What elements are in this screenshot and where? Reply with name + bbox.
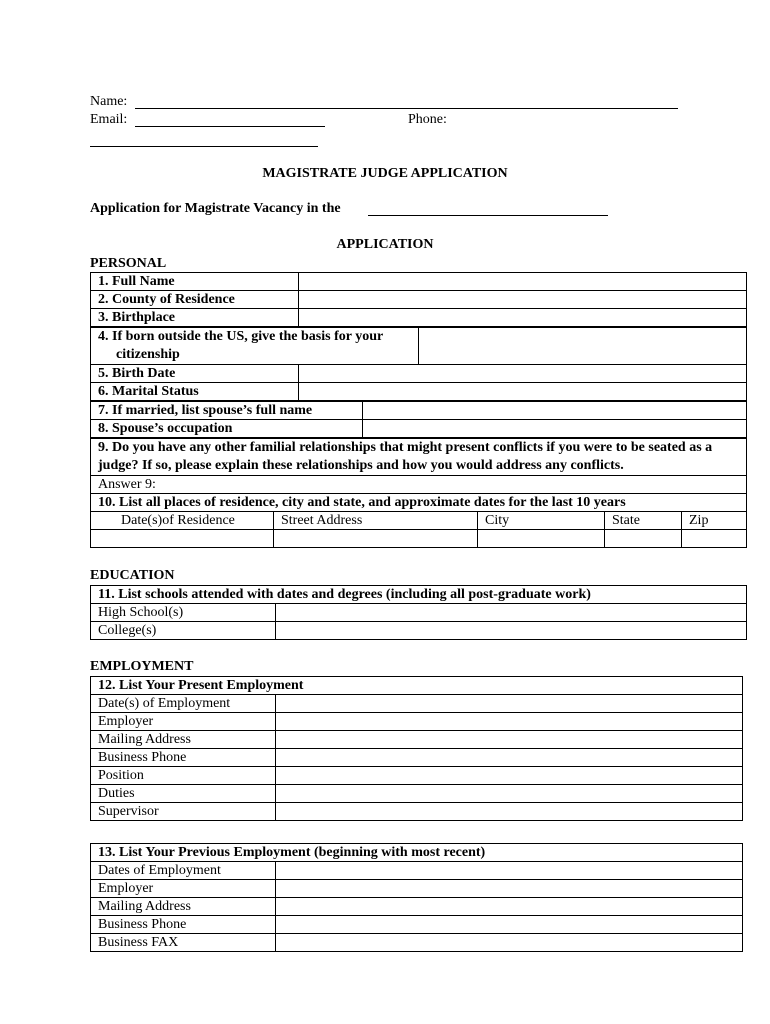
previous-fax-input[interactable] (276, 934, 743, 952)
column-header-city: City (478, 512, 605, 530)
table-row (91, 309, 747, 327)
spouse-occupation-input[interactable] (363, 420, 747, 438)
vacancy-input-line[interactable] (368, 215, 608, 216)
application-subtitle: APPLICATION (336, 237, 434, 252)
personal-table-mid (90, 364, 747, 401)
education-table (90, 585, 747, 640)
field-label-birthplace: 3. Birthplace (91, 309, 299, 327)
table-row (91, 695, 743, 713)
marital-status-input[interactable] (299, 383, 747, 401)
citizenship-label-line2: citizenship (116, 347, 180, 362)
table-row (91, 402, 747, 420)
column-header-dates: Date(s)of Residence (91, 512, 274, 530)
present-address-input[interactable] (276, 731, 743, 749)
personal-table-top (90, 272, 747, 327)
table-row (91, 328, 747, 365)
table-row (91, 749, 743, 767)
section-education-heading: EDUCATION (90, 568, 175, 583)
full-name-input[interactable] (299, 273, 747, 291)
phone-label: Phone: (408, 112, 447, 127)
present-position-input[interactable] (276, 767, 743, 785)
previous-dates-input[interactable] (276, 862, 743, 880)
page-title: MAGISTRATE JUDGE APPLICATION (262, 166, 508, 181)
previous-phone-input[interactable] (276, 916, 743, 934)
table-row (91, 604, 747, 622)
birth-date-input[interactable] (299, 365, 747, 383)
present-dates-input[interactable] (276, 695, 743, 713)
citizenship-label-line1: 4. If born outside the US, give the basis for your (98, 329, 384, 344)
field-label-marital-status: 6. Marital Status (91, 383, 299, 401)
previous-employer-input[interactable] (276, 880, 743, 898)
residence-city-input[interactable] (478, 530, 605, 548)
field-label-present-employer: Employer (91, 713, 276, 731)
field-label-present-address: Mailing Address (91, 731, 276, 749)
table-row (91, 622, 747, 640)
field-label-present-dates: Date(s) of Employment (91, 695, 276, 713)
table-row (91, 880, 743, 898)
question-schools: 11. List schools attended with dates and degrees (including all post-graduate work) (91, 586, 747, 604)
email-input-line[interactable] (135, 126, 325, 127)
residence-zip-input[interactable] (682, 530, 747, 548)
table-row (91, 803, 743, 821)
table-row (91, 439, 747, 476)
field-label-high-school: High School(s) (91, 604, 276, 622)
field-label-county: 2. County of Residence (91, 291, 299, 309)
table-row (91, 383, 747, 401)
residence-street-input[interactable] (274, 530, 478, 548)
table-row (91, 713, 743, 731)
question-present-employment: 12. List Your Present Employment (91, 677, 743, 695)
column-header-state: State (605, 512, 682, 530)
present-duties-input[interactable] (276, 785, 743, 803)
column-header-street: Street Address (274, 512, 478, 530)
field-label-present-supervisor: Supervisor (91, 803, 276, 821)
question-previous-employment: 13. List Your Previous Employment (beginning with most recent) (91, 844, 743, 862)
field-label-previous-phone: Business Phone (91, 916, 276, 934)
table-row (91, 291, 747, 309)
field-label-present-position: Position (91, 767, 276, 785)
previous-employment-table (90, 843, 743, 952)
present-phone-input[interactable] (276, 749, 743, 767)
birthplace-input[interactable] (299, 309, 747, 327)
field-label-citizenship (91, 328, 419, 365)
field-label-college: College(s) (91, 622, 276, 640)
table-row (91, 273, 747, 291)
column-header-zip: Zip (682, 512, 747, 530)
table-row (91, 898, 743, 916)
table-header-row (91, 512, 747, 530)
personal-table-citizenship (90, 327, 747, 365)
table-row (91, 420, 747, 438)
field-label-present-duties: Duties (91, 785, 276, 803)
field-label-previous-employer: Employer (91, 880, 276, 898)
personal-table-spouse (90, 401, 747, 438)
spouse-name-input[interactable] (363, 402, 747, 420)
table-row (91, 934, 743, 952)
table-row (91, 494, 747, 512)
field-label-spouse-name: 7. If married, list spouse’s full name (91, 402, 363, 420)
name-input-line[interactable] (135, 108, 678, 109)
present-employer-input[interactable] (276, 713, 743, 731)
citizenship-input[interactable] (419, 328, 747, 365)
field-label-full-name: 1. Full Name (91, 273, 299, 291)
personal-table-q9 (90, 438, 747, 512)
table-row (91, 862, 743, 880)
table-row (91, 844, 743, 862)
table-row (91, 586, 747, 604)
email-label: Email: (90, 112, 128, 127)
answer-9-field[interactable]: Answer 9: (91, 476, 747, 494)
college-input[interactable] (276, 622, 747, 640)
question-residences: 10. List all places of residence, city and state, and approximate dates for the last 10 years (91, 494, 747, 512)
field-label-birth-date: 5. Birth Date (91, 365, 299, 383)
previous-address-input[interactable] (276, 898, 743, 916)
phone-input-line[interactable] (90, 146, 318, 147)
present-employment-table (90, 676, 743, 821)
question-conflicts: 9. Do you have any other familial relationships that might present conflicts if you were to be seated as a judge? If so, please explain these relationships and how you would address any conflicts. (91, 439, 747, 476)
county-input[interactable] (299, 291, 747, 309)
present-supervisor-input[interactable] (276, 803, 743, 821)
field-label-spouse-occupation: 8. Spouse’s occupation (91, 420, 363, 438)
section-personal-heading: PERSONAL (90, 256, 167, 271)
field-label-previous-dates: Dates of Employment (91, 862, 276, 880)
field-label-previous-address: Mailing Address (91, 898, 276, 916)
table-row (91, 365, 747, 383)
high-school-input[interactable] (276, 604, 747, 622)
table-row (91, 916, 743, 934)
vacancy-label: Application for Magistrate Vacancy in the (90, 201, 341, 216)
field-label-present-phone: Business Phone (91, 749, 276, 767)
residence-table (90, 511, 747, 548)
table-row (91, 731, 743, 749)
table-row (91, 677, 743, 695)
table-row (91, 767, 743, 785)
table-row (91, 476, 747, 494)
field-label-previous-fax: Business FAX (91, 934, 276, 952)
table-row (91, 530, 747, 548)
table-row (91, 785, 743, 803)
name-label: Name: (90, 94, 128, 109)
residence-dates-input[interactable] (91, 530, 274, 548)
residence-state-input[interactable] (605, 530, 682, 548)
section-employment-heading: EMPLOYMENT (90, 659, 194, 674)
